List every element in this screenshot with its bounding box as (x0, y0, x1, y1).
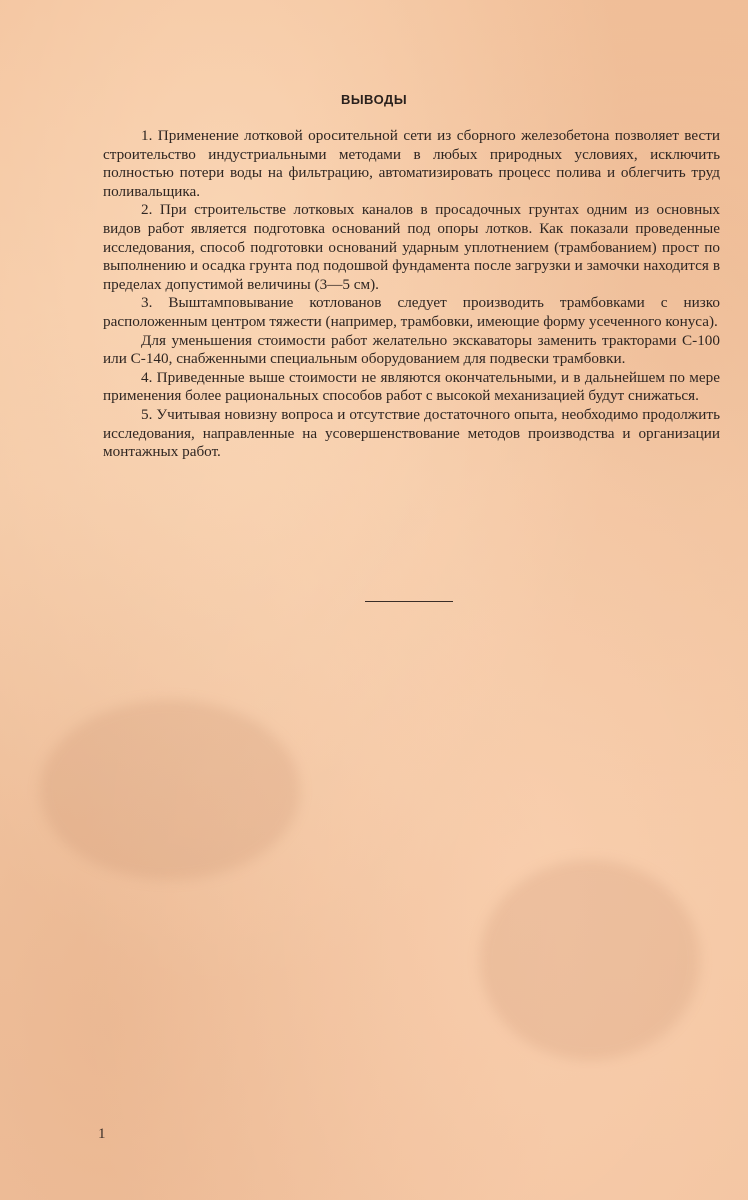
section-divider (365, 601, 453, 602)
paragraph: 3. Выштамповывание котлованов следует производить трамбовками с низко расположенным центром тяжести (например, трамбовки, имеющие форму усеченного конуса). (103, 294, 720, 330)
paragraph: 5. Учитывая новизну вопроса и отсутствие достаточного опыта, необходимо продолжить исследования, направленные на усовершенствование методов производства и организации монтажных работ. (103, 405, 720, 461)
paragraph: 1. Применение лотковой оросительной сети из сборного железобетона позволяет вести строительство индустриальными методами в любых природных условиях, исключить полностью потери воды на фильтрацию, автоматизировать процесс полива и облегчить труд поливальщика. (103, 127, 720, 200)
page-title: ВЫВОДЫ (340, 92, 408, 107)
document-body (103, 127, 720, 462)
paper-stain (480, 860, 700, 1060)
page-number: 1 (98, 1126, 106, 1142)
paragraph: 4. Приведенные выше стоимости не являются окончательными, и в дальнейшем по мере применения более рациональных способов работ с высокой механизацией будут снижаться. (103, 368, 720, 405)
paper-stain (40, 700, 300, 880)
paragraph: 2. При строительстве лотковых каналов в просадочных грунтах одним из основных видов работ является подготовка оснований под опоры лотков. Как показали проведенные исследования, способ подготовки оснований ударным уплотнением (трамбованием) прост по выполнению и осадка грунта под подошвой фундамента после загрузки и замочки находится в пределах допустимой величины (3—5 см). (103, 201, 720, 293)
paragraph: Для уменьшения стоимости работ желательно экскаваторы заменить тракторами С-100 или С-140, снабженными специальным оборудованием для подвески трамбовки. (103, 331, 720, 368)
